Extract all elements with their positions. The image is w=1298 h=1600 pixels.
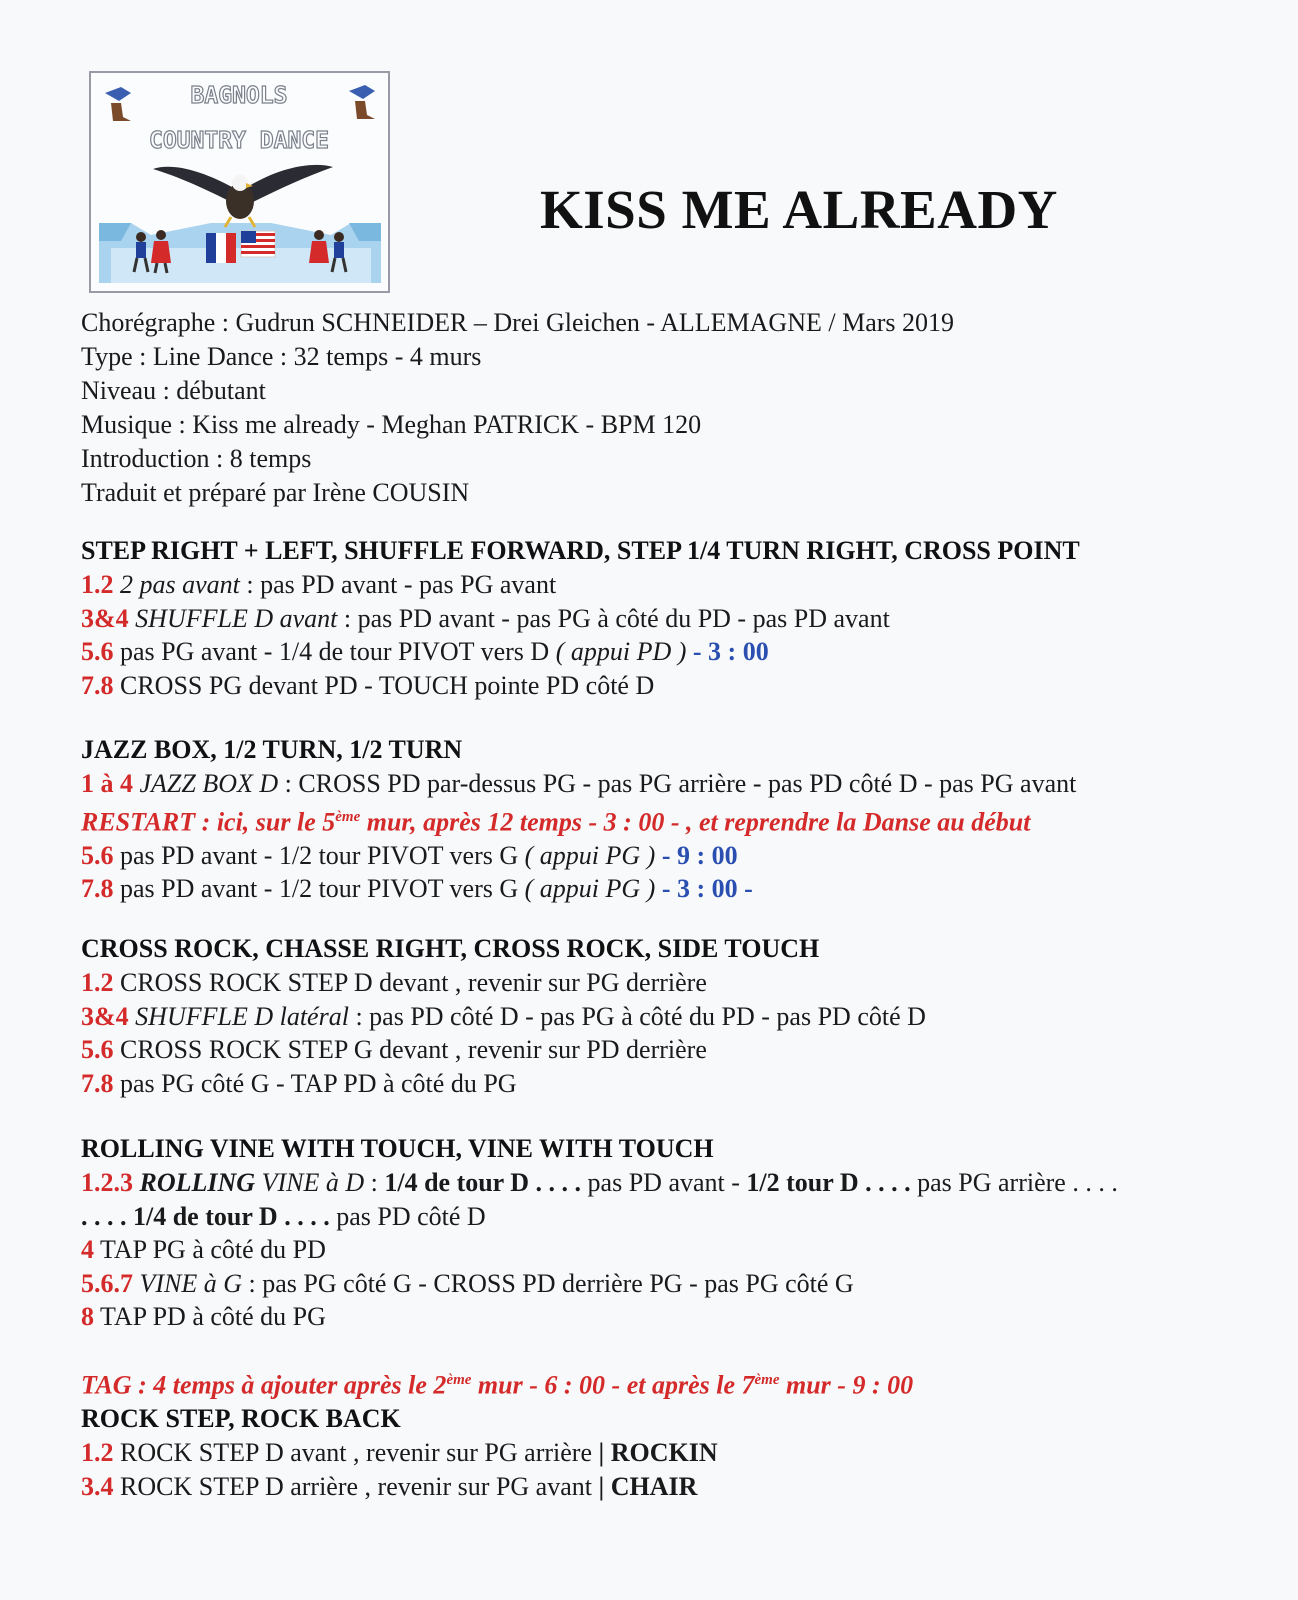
step-cue: | CHAIR: [598, 1471, 698, 1501]
step-line: [81, 839, 1076, 873]
step-name: SHUFFLE D avant: [135, 603, 338, 633]
step-count: 5.6: [81, 840, 114, 870]
step-count: 5.6.7: [81, 1268, 133, 1298]
tag-section: [81, 1364, 913, 1503]
step-wall: - 9 : 00: [655, 840, 738, 870]
info-intro: Introduction : 8 temps: [81, 444, 312, 473]
step-text: pas PG côté G - TAP PD à côté du PG: [113, 1068, 517, 1098]
step-count: 1.2: [81, 968, 114, 997]
section-1: [81, 534, 1080, 702]
step-cue: | ROCKIN: [598, 1438, 718, 1468]
step-line: [81, 1033, 926, 1067]
step-count: 1.2: [81, 570, 114, 599]
step-line: 1.2.3 ROLLING VINE à D : 1/4 de tour D . . . . pas PD avant - 1/2 tour D . . . . pas PG arrière . . . .: [81, 1168, 1118, 1197]
step-count: 3&4: [81, 1001, 129, 1031]
step-line-continued: . . . . 1/4 de tour D . . . . pas PD côté D: [81, 1201, 486, 1231]
step-line: [81, 1436, 913, 1470]
section-4-title: ROLLING VINE WITH TOUCH, VINE WITH TOUCH: [81, 1134, 714, 1163]
logo-text-bagnols: BAGNOLS: [190, 83, 288, 109]
tag-title: ROCK STEP, ROCK BACK: [81, 1404, 401, 1434]
step-line: [81, 602, 1080, 636]
step-text: ROCK STEP D avant , revenir sur PG arrière: [113, 1438, 599, 1468]
step-count: 7.8: [81, 670, 114, 700]
step-line: [81, 635, 1080, 669]
step-name-bold: ROLLING: [139, 1168, 256, 1197]
step-count: 4: [81, 1235, 94, 1264]
step-count: 5.6: [81, 637, 114, 666]
step-count: 1.2: [81, 1438, 114, 1468]
info-level: Niveau : débutant: [81, 376, 266, 405]
section-3-title: CROSS ROCK, CHASSE RIGHT, CROSS ROCK, SIDE TOUCH: [81, 934, 820, 963]
step-count: 1 à 4: [81, 769, 133, 798]
restart-note: RESTART : ici, sur le 5ème mur, après 12 temps - 3 : 00 - , et reprendre la Danse au début: [81, 807, 1031, 837]
step-line: [81, 1233, 1118, 1267]
dance-info: [81, 306, 954, 510]
step-line: [81, 1067, 926, 1101]
step-line: [81, 1470, 913, 1504]
section-4: [81, 1132, 1118, 1334]
step-count: 3.4: [81, 1471, 114, 1501]
info-choreographer: Chorégraphe : Gudrun SCHNEIDER – Drei Gleichen - ALLEMAGNE / Mars 2019: [81, 308, 955, 337]
info-music: Musique : Kiss me already - Meghan PATRICK - BPM 120: [81, 410, 702, 439]
step-support: ( appui PG ): [524, 840, 656, 870]
step-text: : pas PD avant - pas PG avant: [239, 570, 557, 599]
step-count: 5.6: [81, 1035, 114, 1064]
step-line: [81, 966, 926, 1000]
step-text: pas PD avant - 1/2 tour PIVOT vers G: [113, 874, 525, 904]
logo-text-country-dance: COUNTRY DANCE: [148, 128, 330, 154]
section-2-title: JAZZ BOX, 1/2 TURN, 1/2 TURN: [81, 735, 463, 764]
step-line: [81, 1000, 926, 1034]
step-name: VINE à G: [139, 1268, 243, 1298]
step-wall: - 3 : 00 -: [655, 874, 753, 904]
step-wall: - 3 : 00: [686, 637, 769, 666]
step-line: [81, 568, 1080, 602]
step-name: JAZZ BOX D: [139, 769, 279, 798]
section-3: [81, 932, 926, 1100]
step-text: : CROSS PD par-dessus PG - pas PG arrière - pas PD côté D - pas PG avant: [278, 769, 1077, 798]
step-name: VINE à D: [255, 1168, 365, 1197]
step-name: SHUFFLE D latéral: [135, 1001, 349, 1031]
section-1-title: STEP RIGHT + LEFT, SHUFFLE FORWARD, STEP 1/4 TURN RIGHT, CROSS POINT: [81, 536, 1080, 565]
step-text: pas PD avant - 1/2 tour PIVOT vers G: [113, 840, 525, 870]
step-text: : pas PD avant - pas PG à côté du PD - pas PD avant: [337, 603, 890, 633]
step-text: CROSS PG devant PD - TOUCH pointe PD côté D: [113, 670, 655, 700]
step-line: [81, 872, 1076, 906]
step-text: TAP PG à côté du PD: [94, 1235, 326, 1264]
step-support: ( appui PG ): [524, 874, 656, 904]
step-line: [81, 1267, 1118, 1301]
step-text: CROSS ROCK STEP G devant , revenir sur PD derrière: [113, 1035, 707, 1064]
info-translator: Traduit et préparé par Irène COUSIN: [81, 478, 470, 507]
tag-note: TAG : 4 temps à ajouter après le 2ème mur - 6 : 00 - et après le 7ème mur - 9 : 00: [81, 1370, 914, 1400]
step-line: [81, 669, 1080, 703]
page-title: KISS ME ALREADY: [540, 179, 1058, 240]
step-count: 7.8: [81, 874, 114, 904]
section-2: [81, 733, 1076, 906]
logo-illustration: [91, 73, 388, 291]
step-count: 7.8: [81, 1068, 114, 1098]
step-count: 3&4: [81, 603, 129, 633]
step-name: 2 pas avant: [120, 570, 240, 599]
step-text: ROCK STEP D arrière , revenir sur PG avant: [113, 1471, 599, 1501]
step-text: : pas PD côté D - pas PG à côté du PD - pas PD côté D: [348, 1001, 926, 1031]
club-logo: [89, 71, 390, 293]
step-text: : pas PG côté G - CROSS PD derrière PG - pas PG côté G: [242, 1268, 854, 1298]
step-line: [81, 767, 1076, 801]
info-type: Type : Line Dance : 32 temps - 4 murs: [81, 342, 482, 371]
step-line: [81, 1300, 1118, 1334]
step-text: TAP PD à côté du PG: [94, 1302, 326, 1331]
step-support: ( appui PD ): [555, 637, 687, 666]
step-count: 1.2.3: [81, 1168, 133, 1197]
step-text: CROSS ROCK STEP D devant , revenir sur PG derrière: [113, 968, 707, 997]
step-text: pas PG avant - 1/4 de tour PIVOT vers D: [113, 637, 556, 666]
step-count: 8: [81, 1302, 94, 1331]
